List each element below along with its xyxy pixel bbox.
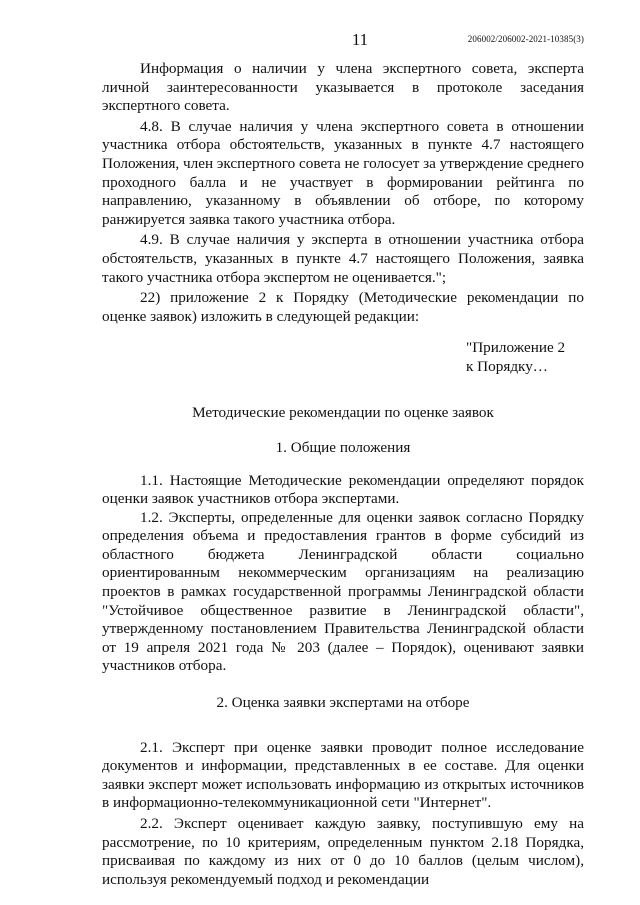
paragraph-2-2: 2.2. Эксперт оценивает каждую заявку, поступившую ему на рассмотрение, по 10 критериям, определенным пунктом 2.18 Порядка, присваивая по каждому из них от 0 до 10 баллов (целым числом), используя рекомендуемый подход и рекомендации	[102, 815, 584, 888]
section-heading-2: 2. Оценка заявки экспертами на отборе	[216, 694, 470, 712]
paragraph-1-2: 1.2. Эксперты, определенные для оценки заявок согласно Порядку определения объема и предоставления грантов в форме субсидий из областного бюджета Ленинградской области социально ориентированным некоммерческим организациям на реализацию проектов в рамках государственной программы Ленинградской области "Устойчивое общественное развитие в Ленинградской области", утвержденному постановлением Правительства Ленинградской области от 19 апреля 2021 года № 203 (далее – Порядок), оценивают заявки участников отбора.	[102, 508, 584, 675]
document-body	[102, 60, 584, 889]
document-code: 206002/206002-2021-10385(3)	[467, 34, 584, 44]
paragraph-conflict-info: Информация о наличии у члена экспертного совета, эксперта личной заинтересованности указывается в протоколе заседания экспертного совета.	[102, 60, 584, 115]
appendix-label-line1: "Приложение 2	[466, 339, 566, 357]
paragraph-4-9: 4.9. В случае наличия у эксперта в отношении участника отбора обстоятельств, указанных в пункте 4.7 настоящего Положения, заявка такого участника отбора экспертом не оценивается.";	[102, 231, 584, 286]
section-heading-1: 1. Общие положения	[275, 438, 411, 456]
paragraph-item-22: 22) приложение 2 к Порядку (Методические рекомендации по оценке заявок) изложить в следующей редакции:	[102, 289, 584, 325]
appendix-label-line2: к Порядку…	[466, 358, 548, 376]
appendix-label	[466, 338, 584, 376]
document-title: Методические рекомендации по оценке заявок	[192, 404, 494, 422]
paragraph-2-1: 2.1. Эксперт при оценке заявки проводит полное исследование документов и информации, представленных в ее составе. Для оценки заявки эксперт может использовать информацию из открытых источников в информационно-телекоммуникационной сети "Интернет".	[102, 738, 584, 812]
paragraph-1-1: 1.1. Настоящие Методические рекомендации определяют порядок оценки заявок участников отбора экспертами.	[102, 471, 584, 508]
page-number: 11	[351, 30, 369, 49]
paragraph-4-8: 4.8. В случае наличия у члена экспертного совета в отношении участника отбора обстоятельств, указанных в пункте 4.7 настоящего Положения, член экспертного совета не голосует за утверждение среднего проходного балла и не участвует в формировании рейтинга по направлению, указанному в объявлении об отборе, по которому ранжируется заявка такого участника отбора.	[102, 117, 584, 228]
